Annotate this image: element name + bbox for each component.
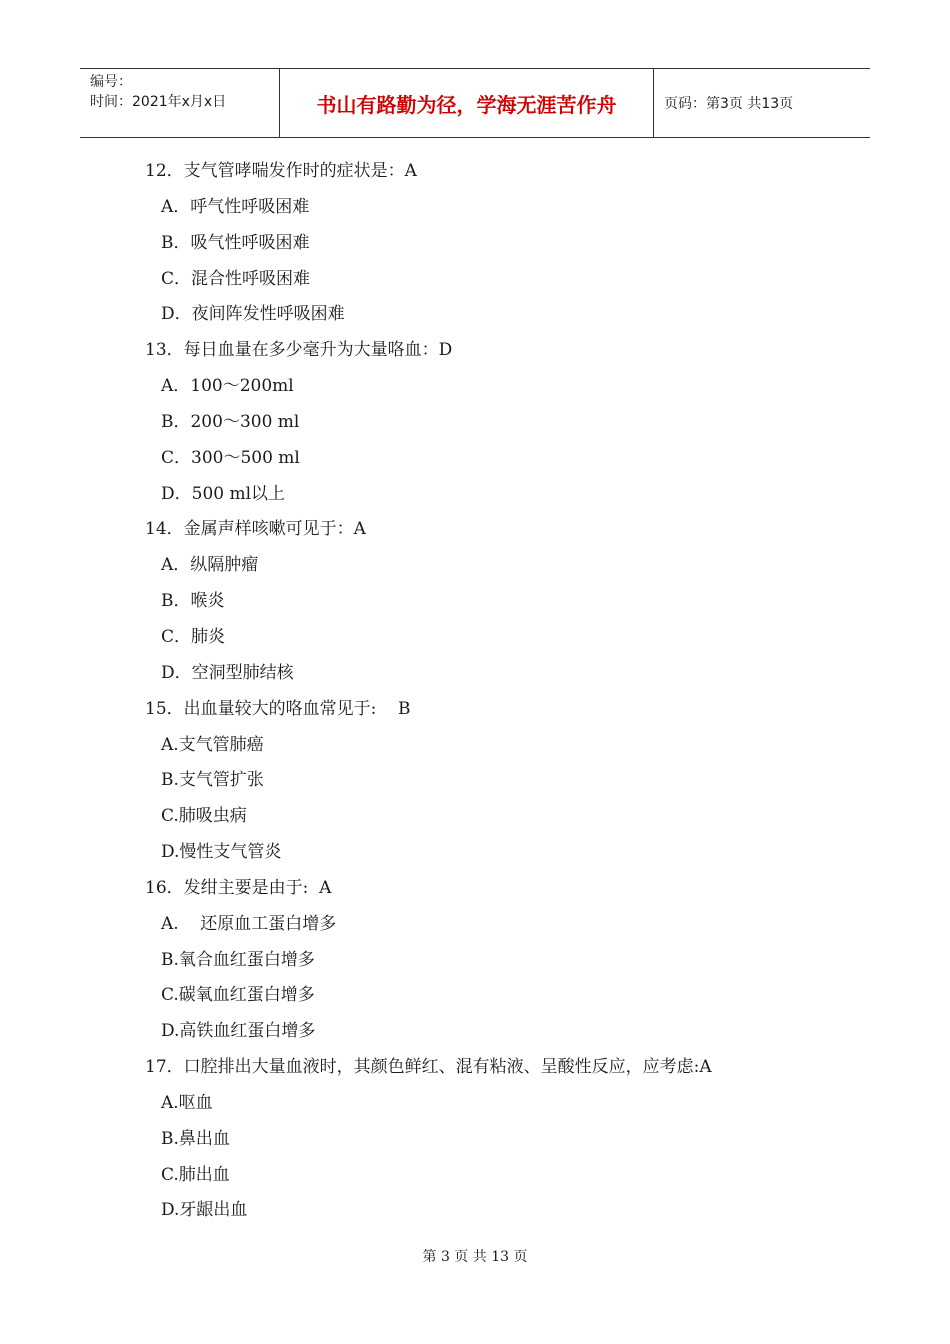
option-text: B.支气管扩张 (161, 770, 264, 791)
header-motto: 书山有路勤为径，学海无涯苦作舟 (280, 69, 654, 137)
page-footer: 第 3 页 共 13 页 (422, 1249, 528, 1265)
option-text: B．200～300 ml (161, 411, 300, 432)
option-text: C.肺出血 (161, 1164, 230, 1185)
option-text: D.慢性支气管炎 (161, 842, 282, 863)
question-text: 17．口腔排出大量血液时，其颜色鲜红、混有粘液、呈酸性反应，应考虑:A (145, 1057, 712, 1078)
question-list (145, 154, 845, 1229)
date-label: 时间：2021年x月x日 (90, 94, 227, 110)
question-text: 14．金属声样咳嗽可见于：A (145, 519, 366, 540)
option-text: A．纵隔肿瘤 (161, 555, 259, 576)
option-text: C．300～500 ml (161, 447, 300, 468)
question-text: 13．每日血量在多少毫升为大量咯血：D (145, 340, 453, 361)
option-text: B.氧合血红蛋白增多 (161, 949, 315, 970)
number-label: 编号： (90, 74, 132, 90)
option-text: A. 还原血工蛋白增多 (161, 913, 337, 934)
question-text: 16．发绀主要是由于: A (145, 877, 332, 898)
option-text: A．呼气性呼吸困难 (161, 196, 310, 217)
header-meta (80, 69, 280, 137)
option-text: A.呕血 (161, 1092, 213, 1113)
option-text: B.鼻出血 (161, 1128, 230, 1149)
option-text: D.高铁血红蛋白增多 (161, 1021, 316, 1042)
header-page-info: 页码：第3页 共13页 (664, 96, 794, 112)
option-text: B．喉炎 (161, 591, 225, 612)
question-text: 15．出血量较大的咯血常见于: B (145, 698, 411, 719)
option-text: C．肺炎 (161, 626, 226, 647)
option-text: D．空洞型肺结核 (161, 662, 294, 683)
option-text: D．夜间阵发性呼吸困难 (161, 304, 345, 325)
option-text: C.肺吸虫病 (161, 806, 247, 827)
option-text: A．100～200ml (161, 376, 294, 397)
option-text: D.牙龈出血 (161, 1200, 248, 1221)
option-text: C．混合性呼吸困难 (161, 268, 311, 289)
option-text: A.支气管肺癌 (161, 734, 264, 755)
option-text: C.碳氧血红蛋白增多 (161, 985, 315, 1006)
option-text: D．500 ml以上 (161, 483, 286, 504)
question-text: 12．支气管哮喘发作时的症状是：A (145, 161, 417, 181)
page-header (80, 68, 870, 138)
option-text: B．吸气性呼吸困难 (161, 232, 310, 253)
